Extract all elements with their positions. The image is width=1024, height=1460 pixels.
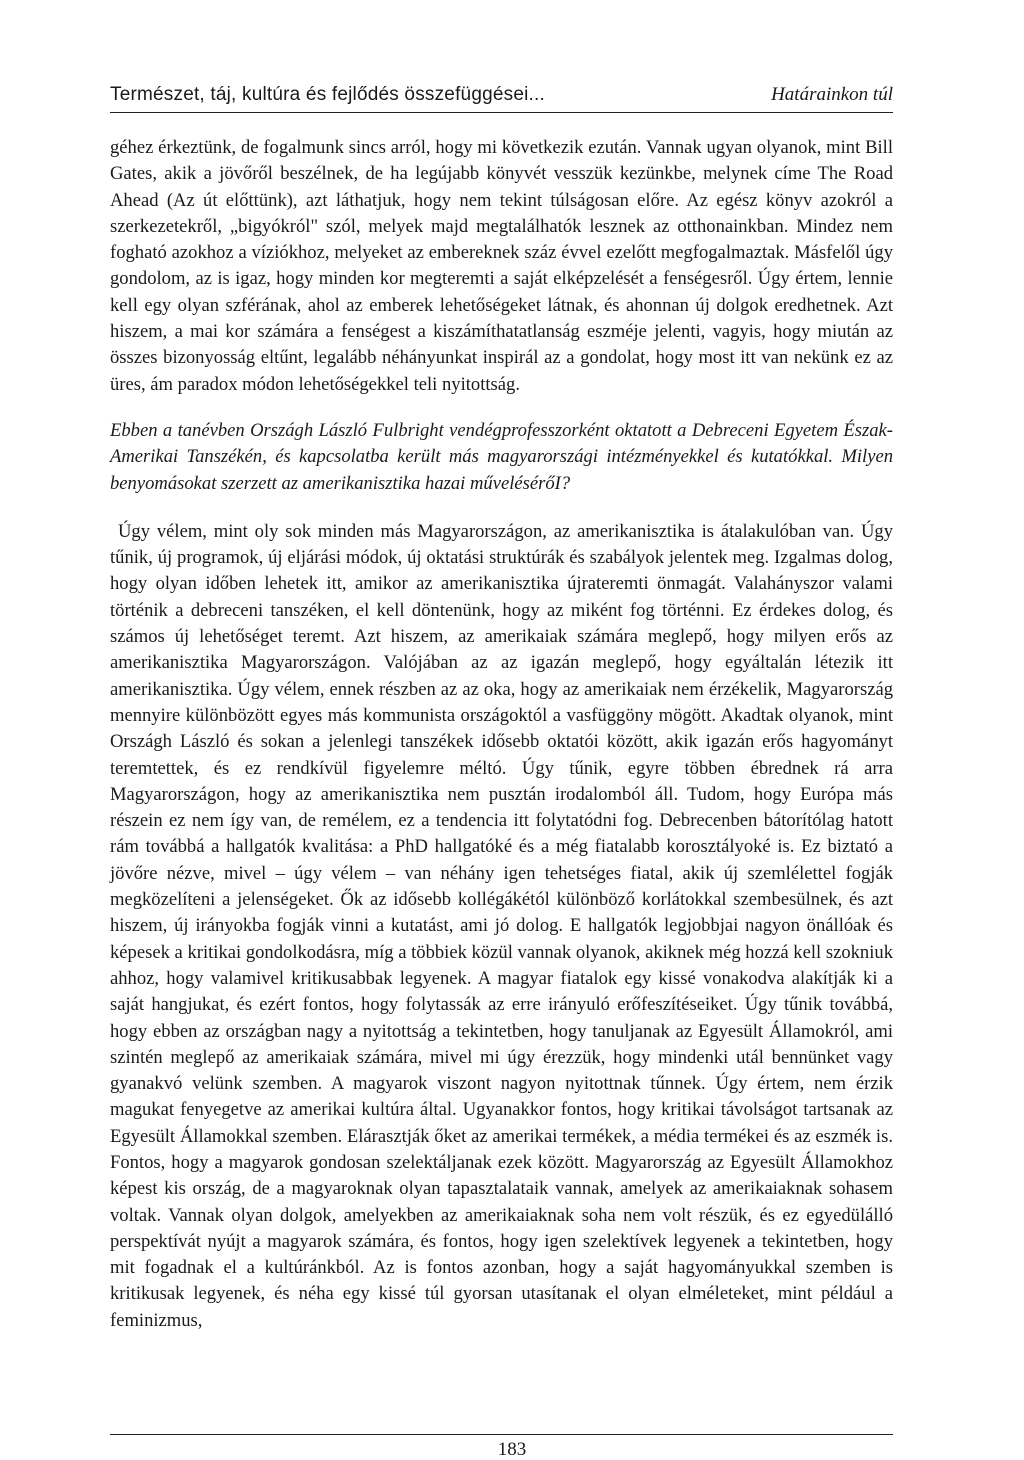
paragraph-continued: géhez érkeztünk, de fogalmunk sincs arról, hogy mi következik ezután. Vannak ugyan olyanok, mint Bill Gates, akik a jövőről beszélnek, de ha legújabb könyvét vesszük kezünkbe, melynek címe The Road Ahead (Az út előttünk), azt láthatjuk, hogy nem tekint túlságosan előre. Az egész könyv azokról a szerkezetekről, „bigyókról" szól, melyek majd megtalálhatók lesznek az otthonainkban. Mindez nem fogható azokhoz a víziókhoz, melyeket az embereknek száz évvel ezelőtt megfogalmaztak. Másfelől úgy gondolom, az is igaz, hogy minden kor megteremti a saját elképzelését a fenségesről. Úgy értem, lennie kell egy olyan szférának, ahol az emberek lehetőségeket látnak, és ahonnan új dolgok eredhetnek. Azt hiszem, a mai kor számára a fenségest a kiszámíthatatlanság eszméje jelenti, vagyis, hogy miután az összes bizonyosság eltűnt, legalább néhányunkat inspirál az a gondolat, hogy most itt van nekünk ez az üres, ám paradox módon lehetőségekkel teli nyitottság. [110, 137, 893, 395]
footer-divider [110, 1434, 893, 1435]
running-header [110, 84, 893, 113]
running-header-title: Természet, táj, kultúra és fejlődés összefüggései... [110, 84, 545, 105]
page-number: 183 [497, 1439, 527, 1460]
interview-question: Ebben a tanévben Országh László Fulbright vendégprofesszorként oktatott a Debreceni Egyetem Észak-Amerikai Tanszékén, és kapcsolatba került más magyarországi intézményekkel és kutatókkal. Milyen benyomásokat szerzett az amerikanisztika hazai művelésérőI? [110, 419, 893, 494]
running-header-section: Határainkon túl [771, 84, 893, 105]
interview-answer: Úgy vélem, mint oly sok minden más Magyarországon, az amerikanisztika is átalakulóban van. Úgy tűnik, új programok, új eljárási módok, új oktatási struktúrák és szabályok jelentek meg. Izgalmas dolog, hogy olyan időben lehetek itt, amikor az amerikanisztika újrateremti önmagát. Valahányszor valami történik a debreceni tanszéken, el kell döntenünk, hogy az miként fog történni. Ez érdekes dolog, és számos új lehetőséget teremt. Azt hiszem, az amerikaiak számára meglepő, hogy milyen erős az amerikanisztika Magyarországon. Valójában az az igazán meglepő, hogy egyáltalán létezik itt amerikanisztika. Úgy vélem, ennek részben az az oka, hogy az amerikaiak nem érzékelik, Magyarország mennyire különbözött egyes más kommunista országoktól a vasfüggöny mögött. Akadtak olyanok, mint Országh László és sokan a jelenlegi tanszékek idősebb oktatói között, akik igazán erős hagyományt teremtettek, és ez rendkívül figyelemre méltó. Úgy tűnik, egyre többen ébrednek rá arra Magyarországon, hogy az amerikanisztika nem pusztán irodalomból áll. Tudom, hogy Európa más részein ez nem így van, de remélem, ez a tendencia itt folytatódni fog. Debrecenben bátorítólag hatott rám továbbá a hallgatók kvalitása: a PhD hallgatóké és a még fiatalabb korosztályoké is. Ez biztató a jövőre nézve, mivel – úgy vélem – van néhány igen tehetséges fiatal, akik új szemlélettel fogják megközelíteni a jelenségeket. Ők az idősebb kollégákétól különböző korlátokkal szembesülnek, és azt hiszem, új irányokba fogják vinni a kutatást, ami jó dolog. E hallgatók legjobbjai nagyon önállóak és képesek a kritikai gondolkodásra, míg a többiek közül vannak olyanok, akiknek még hozzá kell szokniuk ahhoz, hogy valamivel kritikusabbak legyenek. A magyar fiatalok egy kissé vonakodva alakítják ki a saját hangjukat, és ezért fontos, hogy folytassák az erre irányuló erőfeszítéseiket. Úgy tűnik továbbá, hogy ebben az országban nagy a nyitottság a tekintetben, hogy tanuljanak az Egyesült Államokról, ami szintén meglepő az amerikaiak számára, mivel mi úgy érezzük, hogy mindenki utál bennünket vagy gyanakvó velünk szemben. A magyarok viszont nagyon nyitottnak tűnnek. Úgy értem, nem érzik magukat fenyegetve az amerikai kultúra által. Ugyanakkor fontos, hogy kritikai távolságot tartsanak az Egyesült Államokkal szemben. Elárasztják őket az amerikai termékek, a média termékei és az eszmék is. Fontos, hogy a magyarok gondosan szelektáljanak ezek között. Magyarország az Egyesült Államokhoz képest kis ország, de a magyaroknak olyan tapasztalataik vannak, amelyek az amerikaiaknak sohasem voltak. Vannak olyan dolgok, amelyekben az amerikaiaknak soha nem volt részük, és ez egyedülálló perspektívát nyújt a magyarok számára, és fontos, hogy igen szelektívek legyenek a tekintetben, hogy mit fogadnak el a kultúránkból. Az is fontos azonban, hogy a saját hagyományukkal szemben is kritikusak legyenek, és néha egy kissé túl gyorsan utasítanak el olyan elméleteket, mint például a feminizmus, [110, 520, 893, 1331]
page-body [110, 135, 893, 1334]
